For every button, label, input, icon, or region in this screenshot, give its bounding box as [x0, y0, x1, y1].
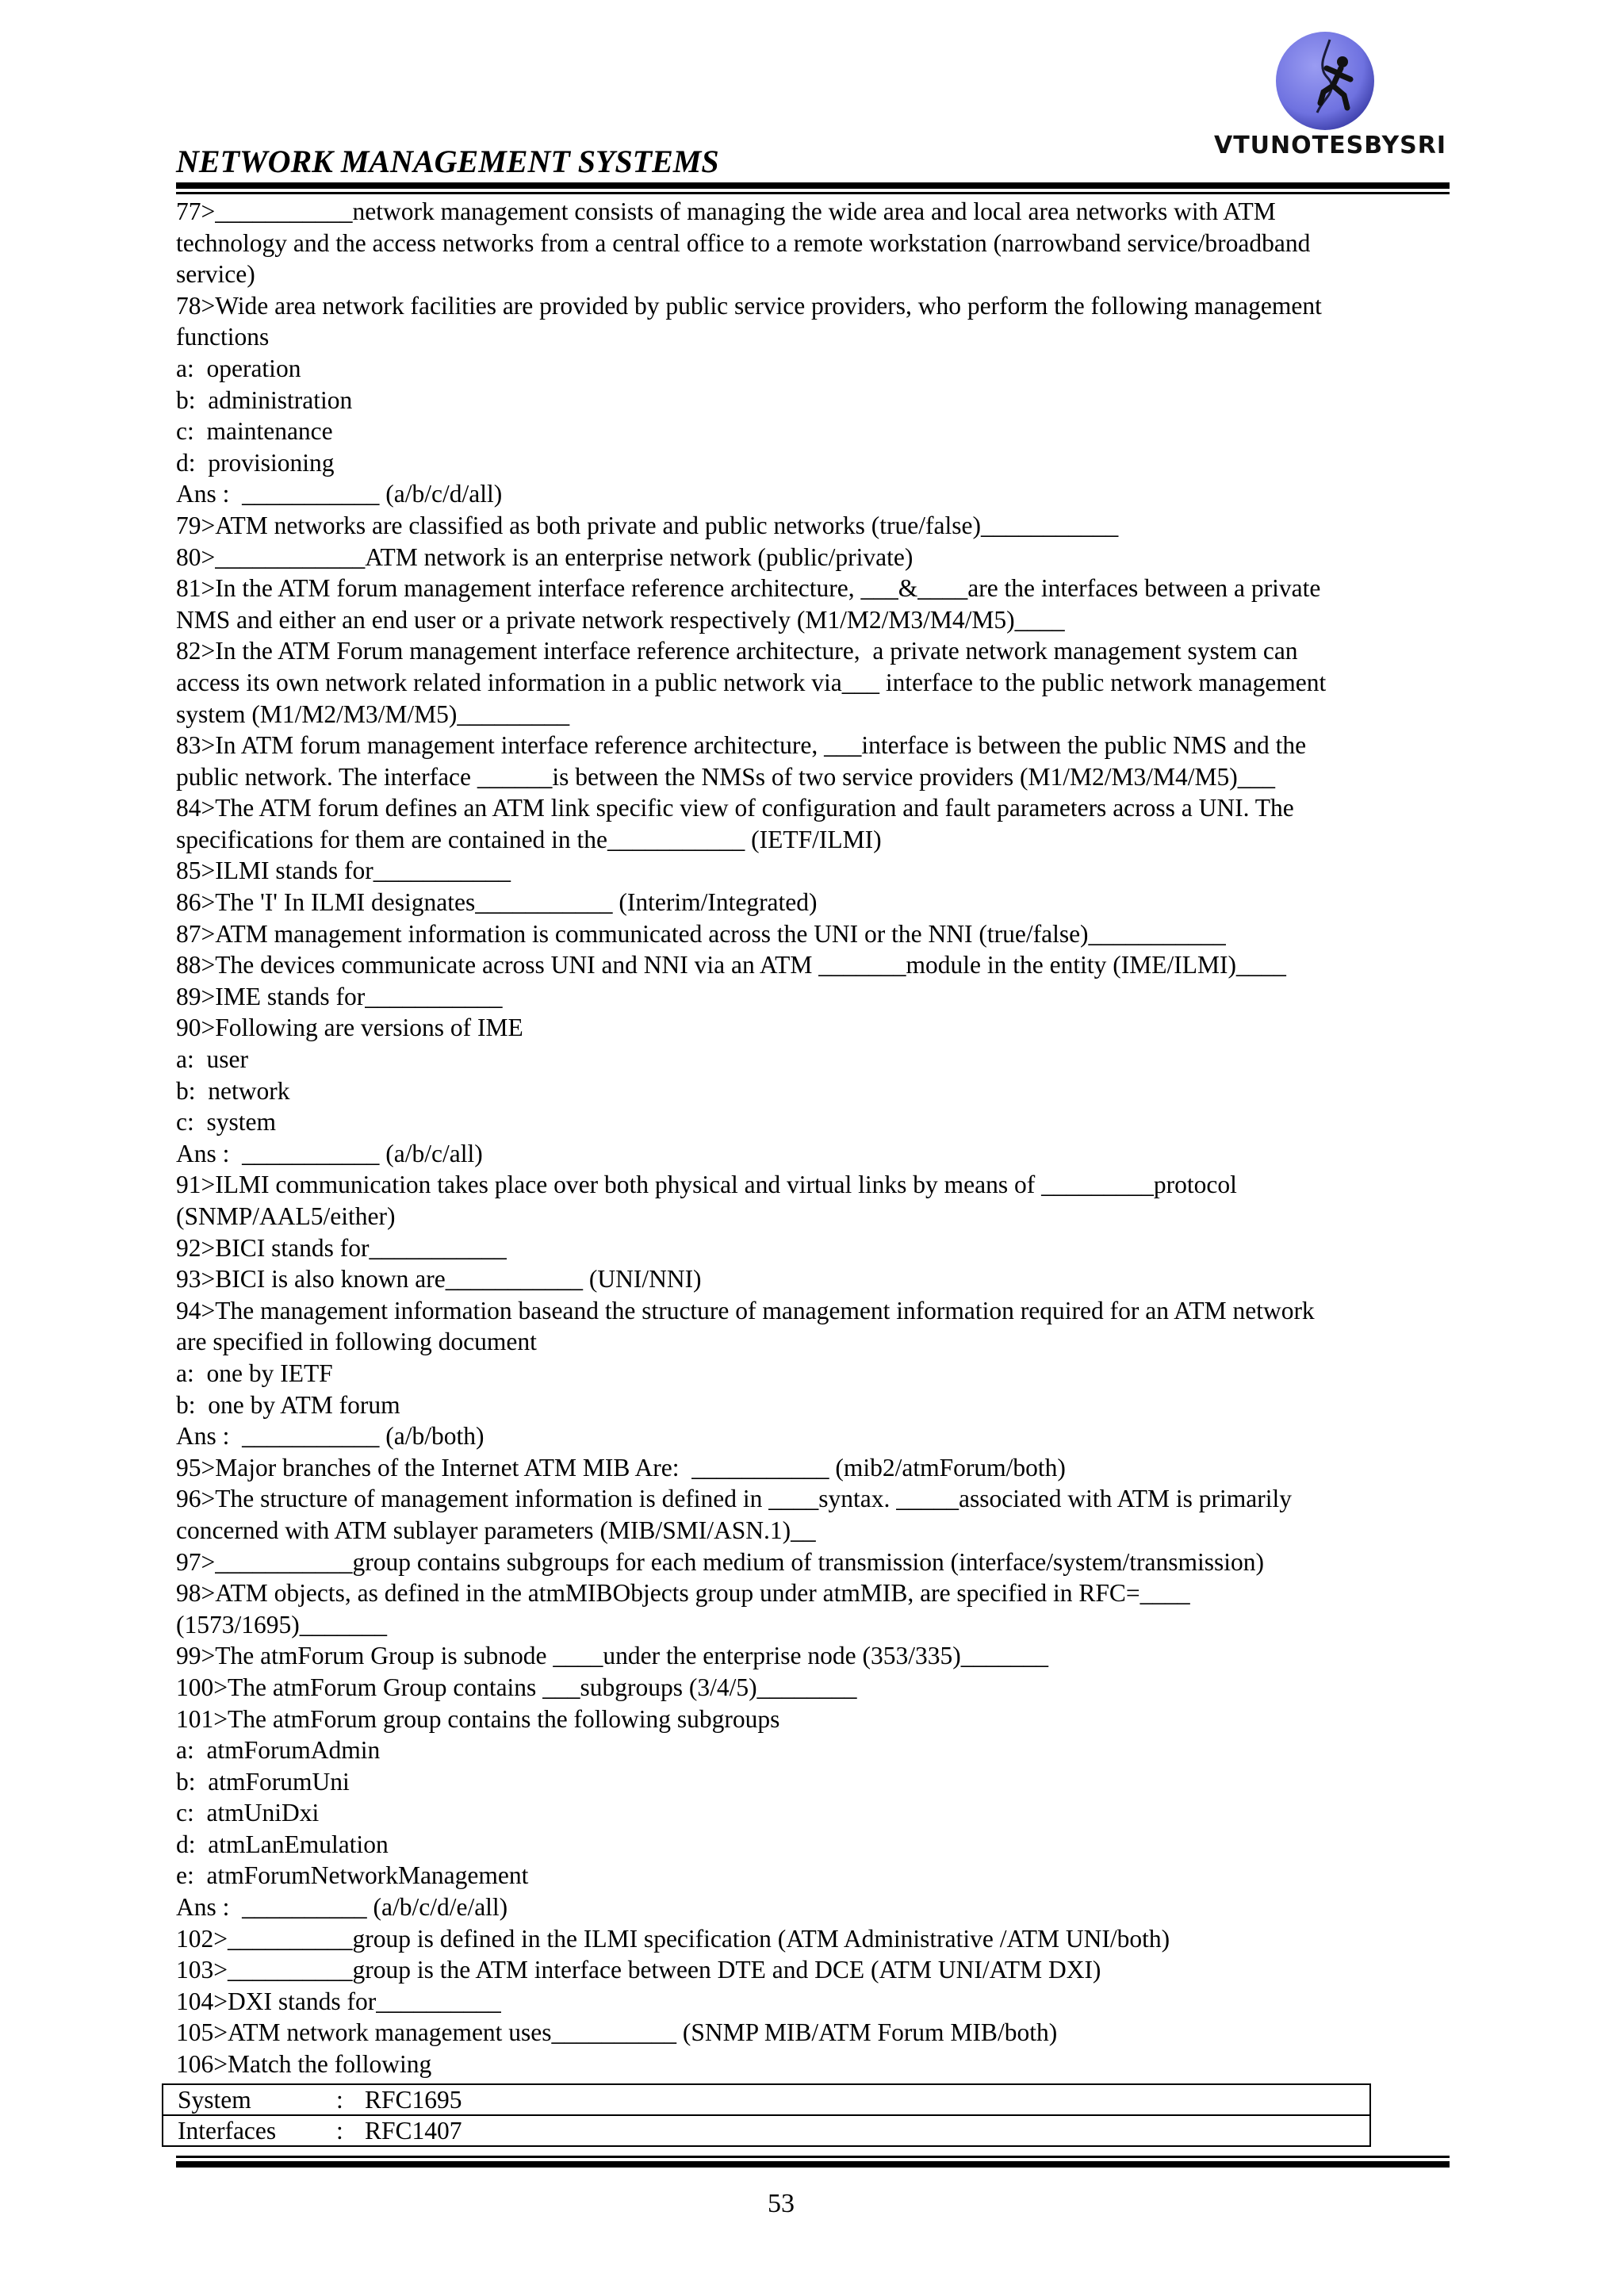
- text-line: 83>In ATM forum management interface reference architecture, ___interface is between the public NMS and the: [176, 731, 1307, 760]
- climber-logo-icon: [1274, 30, 1376, 132]
- text-line: 85>ILMI stands for___________: [176, 857, 511, 885]
- footer-rule-thick: [176, 2161, 1450, 2168]
- text-line: technology and the access networks from a central office to a remote workstation (narrowband service/broadband: [176, 228, 1311, 257]
- text-line: 102>__________group is defined in the ILMI specification (ATM Administrative /ATM UNI/both): [176, 1924, 1170, 1953]
- logo-text: VTUNOTESBYSRI: [1214, 132, 1447, 159]
- text-line: public network. The interface ______is between the NMSs of two service providers (M1/M2/M3/M4/M5)___: [176, 762, 1276, 791]
- text-line: 99>The atmForum Group is subnode ____under the enterprise node (353/335)_______: [176, 1642, 1048, 1670]
- match-value: RFC1695: [365, 2084, 1370, 2115]
- text-line: 78>Wide area network facilities are provided by public service providers, who perform the following management: [176, 291, 1322, 320]
- text-line: a: user: [176, 1045, 248, 1074]
- text-line: 101>The atmForum group contains the following subgroups: [176, 1704, 780, 1733]
- text-line: (SNMP/AAL5/either): [176, 1202, 396, 1230]
- text-line: a: atmForumAdmin: [176, 1736, 381, 1765]
- question-list: [176, 196, 1453, 2080]
- text-line: 100>The atmForum Group contains ___subgroups (3/4/5)________: [176, 1673, 857, 1701]
- text-line: (1573/1695)_______: [176, 1610, 387, 1639]
- text-line: 104>DXI stands for__________: [176, 1987, 501, 2015]
- text-line: c: maintenance: [176, 417, 333, 446]
- text-line: 91>ILMI communication takes place over both physical and virtual links by means of _________protocol: [176, 1171, 1237, 1199]
- text-line: 92>BICI stands for___________: [176, 1233, 507, 1262]
- header-rule-thick: [176, 182, 1450, 189]
- match-table: [162, 2083, 1371, 2147]
- text-line: b: administration: [176, 385, 353, 414]
- text-line: service): [176, 260, 255, 289]
- text-line: 88>The devices communicate across UNI and NNI via an ATM _______module in the entity (IME/ILMI)____: [176, 951, 1286, 979]
- text-line: access its own network related information in a public network via___ interface to the public network management: [176, 668, 1327, 696]
- document-title: NETWORK MANAGEMENT SYSTEMS: [176, 144, 719, 179]
- text-line: concerned with ATM sublayer parameters (MIB/SMI/ASN.1)__: [176, 1516, 816, 1544]
- text-line: c: system: [176, 1108, 276, 1137]
- text-line: b: network: [176, 1076, 290, 1105]
- text-line: NMS and either an end user or a private network respectively (M1/M2/M3/M4/M5)____: [176, 605, 1065, 634]
- text-line: 79>ATM networks are classified as both private and public networks (true/false)___________: [176, 511, 1119, 539]
- text-line: 86>The 'I' In ILMI designates___________ (Interim/Integrated): [176, 888, 818, 917]
- match-separator: :: [336, 2084, 365, 2115]
- match-value: RFC1407: [365, 2115, 1370, 2146]
- text-line: Ans : __________ (a/b/c/d/e/all): [176, 1893, 508, 1922]
- text-line: a: one by IETF: [176, 1359, 333, 1387]
- text-line: e: atmForumNetworkManagement: [176, 1861, 529, 1890]
- page-number: 53: [768, 2189, 795, 2218]
- text-line: 90>Following are versions of IME: [176, 1014, 523, 1042]
- text-line: 87>ATM management information is communicated across the UNI or the NNI (true/false)___________: [176, 919, 1226, 948]
- text-line: Ans : ___________ (a/b/c/all): [176, 1139, 483, 1167]
- text-line: a: operation: [176, 354, 301, 382]
- text-line: d: provisioning: [176, 448, 335, 477]
- text-line: 77>___________network management consists of managing the wide area and local area networks with ATM: [176, 197, 1276, 225]
- match-separator: :: [336, 2115, 365, 2146]
- text-line: 103>__________group is the ATM interface between DTE and DCE (ATM UNI/ATM DXI): [176, 1956, 1101, 1984]
- match-row: [163, 2115, 1370, 2146]
- text-line: b: atmForumUni: [176, 1767, 350, 1796]
- text-line: 95>Major branches of the Internet ATM MIB Are: ___________ (mib2/atmForum/both): [176, 1453, 1066, 1481]
- text-line: functions: [176, 323, 270, 351]
- text-line: 106>Match the following: [176, 2050, 432, 2079]
- text-line: Ans : ___________ (a/b/both): [176, 1422, 485, 1451]
- text-line: c: atmUniDxi: [176, 1799, 320, 1827]
- match-term: Interfaces: [163, 2115, 336, 2146]
- header-rule-thin: [176, 192, 1450, 194]
- text-line: d: atmLanEmulation: [176, 1830, 389, 1858]
- text-line: 96>The structure of management information is defined in ____syntax. _____associated with ATM is primarily: [176, 1485, 1292, 1513]
- text-line: specifications for them are contained in the___________ (IETF/ILMI): [176, 825, 882, 853]
- text-line: 89>IME stands for___________: [176, 982, 503, 1010]
- text-line: are specified in following document: [176, 1328, 537, 1356]
- match-row: [163, 2084, 1370, 2115]
- text-line: 94>The management information baseand the structure of management information required for an ATM network: [176, 1296, 1315, 1324]
- text-line: Ans : ___________ (a/b/c/d/all): [176, 480, 503, 508]
- site-logo: [1208, 30, 1446, 165]
- text-line: 97>___________group contains subgroups for each medium of transmission (interface/system/transmission): [176, 1547, 1265, 1576]
- text-line: 93>BICI is also known are___________ (UNI/NNI): [176, 1265, 702, 1294]
- text-line: 82>In the ATM Forum management interface reference architecture, a private network management system can: [176, 637, 1298, 665]
- text-line: b: one by ATM forum: [176, 1390, 400, 1419]
- text-line: 84>The ATM forum defines an ATM link specific view of configuration and fault parameters across a UNI. The: [176, 794, 1294, 822]
- match-term: System: [163, 2084, 336, 2115]
- text-line: 98>ATM objects, as defined in the atmMIBObjects group under atmMIB, are specified in RFC=____: [176, 1579, 1190, 1608]
- text-line: system (M1/M2/M3/M/M5)_________: [176, 700, 570, 728]
- text-line: 81>In the ATM forum management interface reference architecture, ___&____are the interfaces between a private: [176, 574, 1321, 603]
- footer-rule-thin: [176, 2156, 1450, 2158]
- text-line: 80>____________ATM network is an enterprise network (public/private): [176, 542, 914, 571]
- text-line: 105>ATM network management uses__________ (SNMP MIB/ATM Forum MIB/both): [176, 2018, 1058, 2047]
